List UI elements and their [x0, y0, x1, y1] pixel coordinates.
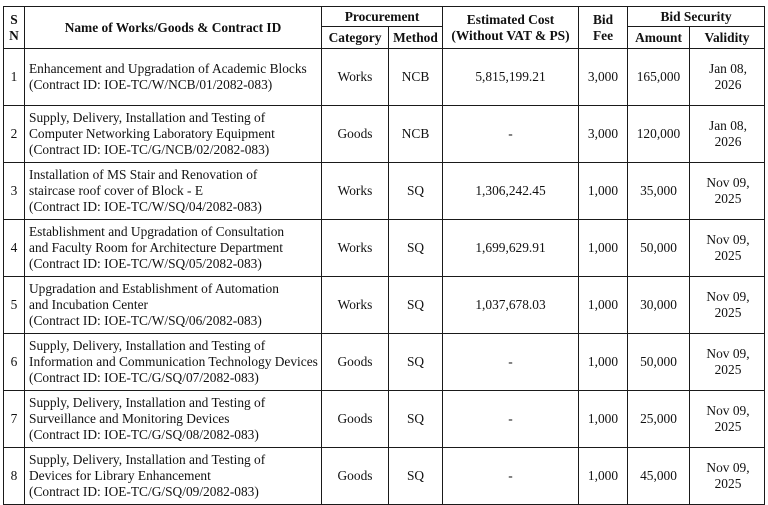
cell-category: Goods [322, 334, 389, 391]
header-procurement: Procurement [322, 7, 443, 27]
cell-bid-fee: 1,000 [579, 163, 628, 220]
cell-category: Works [322, 220, 389, 277]
cell-sn: 7 [4, 391, 25, 448]
cell-category: Works [322, 277, 389, 334]
cell-amount: 35,000 [628, 163, 690, 220]
cell-name-line: (Contract ID: IOE-TC/W/SQ/06/2082-083) [29, 313, 262, 328]
cell-validity-line: 2026 [714, 77, 742, 92]
cell-name-line: Installation of MS Stair and Renovation of [29, 167, 258, 182]
cell-method: SQ [389, 448, 443, 505]
cell-estimated-cost: 1,037,678.03 [443, 277, 579, 334]
cell-estimated-cost: 1,306,242.45 [443, 163, 579, 220]
cell-name-line: (Contract ID: IOE-TC/G/SQ/08/2082-083) [29, 427, 259, 442]
cell-sn: 3 [4, 163, 25, 220]
cell-sn: 2 [4, 106, 25, 163]
cell-validity-line: Nov 09, [706, 346, 750, 361]
cell-validity [690, 106, 765, 163]
cell-name-line: Supply, Delivery, Installation and Testing of [29, 395, 266, 410]
cell-bid-fee: 1,000 [579, 277, 628, 334]
table-row [4, 49, 765, 106]
cell-validity [690, 391, 765, 448]
cell-validity [690, 448, 765, 505]
cell-amount: 165,000 [628, 49, 690, 106]
cell-validity-line: Nov 09, [706, 403, 750, 418]
header-method: Method [389, 27, 443, 49]
header-category: Category [322, 27, 389, 49]
header-validity: Validity [690, 27, 765, 49]
cell-name-line: (Contract ID: IOE-TC/G/SQ/09/2082-083) [29, 484, 259, 499]
cell-validity-line: Nov 09, [706, 289, 750, 304]
cell-name [25, 163, 322, 220]
cell-validity-line: 2025 [714, 419, 742, 434]
cell-name-line: Devices for Library Enhancement [29, 468, 211, 483]
cell-amount: 50,000 [628, 220, 690, 277]
table-row [4, 391, 765, 448]
cell-sn: 8 [4, 448, 25, 505]
cell-amount: 25,000 [628, 391, 690, 448]
cell-validity-line: 2025 [714, 362, 742, 377]
table-row [4, 277, 765, 334]
cell-name-line: Supply, Delivery, Installation and Testing of [29, 452, 266, 467]
header-bid-fee-line2: Fee [592, 27, 614, 43]
cell-bid-fee: 1,000 [579, 391, 628, 448]
cell-name [25, 277, 322, 334]
table-row [4, 106, 765, 163]
header-name: Name of Works/Goods & Contract ID [25, 7, 322, 49]
cell-category: Works [322, 49, 389, 106]
cell-name-line: (Contract ID: IOE-TC/W/SQ/05/2082-083) [29, 256, 262, 271]
header-estimated-cost-line2: (Without VAT & PS) [451, 27, 570, 43]
cell-name-line: (Contract ID: IOE-TC/W/SQ/04/2082-083) [29, 199, 262, 214]
cell-estimated-cost: - [443, 448, 579, 505]
cell-name [25, 391, 322, 448]
cell-validity [690, 334, 765, 391]
tender-table [3, 6, 765, 505]
cell-method: NCB [389, 49, 443, 106]
header-sn [4, 7, 25, 49]
cell-bid-fee: 1,000 [579, 334, 628, 391]
cell-bid-fee: 1,000 [579, 220, 628, 277]
cell-validity [690, 277, 765, 334]
cell-name-line: Supply, Delivery, Installation and Testing of [29, 338, 266, 353]
cell-method: SQ [389, 334, 443, 391]
header-estimated-cost-line1: Estimated Cost [466, 11, 555, 27]
header-amount: Amount [628, 27, 690, 49]
table-row [4, 334, 765, 391]
cell-name-line: (Contract ID: IOE-TC/G/SQ/07/2082-083) [29, 370, 259, 385]
cell-method: NCB [389, 106, 443, 163]
cell-estimated-cost: - [443, 106, 579, 163]
cell-validity-line: Nov 09, [706, 460, 750, 475]
cell-name [25, 49, 322, 106]
cell-name-line: Upgradation and Establishment of Automation [29, 281, 279, 296]
cell-validity-line: 2025 [714, 191, 742, 206]
cell-name-line: and Incubation Center [29, 297, 148, 312]
cell-validity-line: 2025 [714, 248, 742, 263]
header-sn-s: S [10, 11, 18, 27]
cell-validity-line: Jan 08, [709, 61, 747, 76]
cell-category: Works [322, 163, 389, 220]
header-bid-fee-line1: Bid [592, 11, 614, 27]
header-bid-security: Bid Security [628, 7, 765, 27]
cell-name-line: Supply, Delivery, Installation and Testing of [29, 110, 266, 125]
cell-sn: 1 [4, 49, 25, 106]
cell-bid-fee: 1,000 [579, 448, 628, 505]
cell-sn: 4 [4, 220, 25, 277]
cell-category: Goods [322, 106, 389, 163]
table-body [4, 49, 765, 505]
cell-validity-line: Nov 09, [706, 232, 750, 247]
header-bid-fee [579, 7, 628, 49]
cell-method: SQ [389, 163, 443, 220]
cell-name-line: (Contract ID: IOE-TC/W/NCB/01/2082-083) [29, 77, 273, 92]
table-row [4, 163, 765, 220]
table-row [4, 220, 765, 277]
cell-name-line: staircase roof cover of Block - E [29, 183, 204, 198]
cell-amount: 30,000 [628, 277, 690, 334]
cell-validity [690, 220, 765, 277]
cell-validity [690, 49, 765, 106]
cell-name-line: Computer Networking Laboratory Equipment [29, 126, 275, 141]
cell-validity-line: 2025 [714, 476, 742, 491]
header-sn-n: N [9, 27, 19, 43]
cell-bid-fee: 3,000 [579, 49, 628, 106]
cell-validity [690, 163, 765, 220]
cell-name [25, 448, 322, 505]
cell-name-line: Information and Communication Technology Devices [29, 354, 318, 369]
cell-validity-line: 2026 [714, 134, 742, 149]
cell-sn: 6 [4, 334, 25, 391]
cell-estimated-cost: 5,815,199.21 [443, 49, 579, 106]
cell-sn: 5 [4, 277, 25, 334]
cell-name-line: and Faculty Room for Architecture Department [29, 240, 283, 255]
cell-name [25, 334, 322, 391]
cell-validity-line: Nov 09, [706, 175, 750, 190]
cell-name-line: Surveillance and Monitoring Devices [29, 411, 230, 426]
cell-amount: 50,000 [628, 334, 690, 391]
cell-method: SQ [389, 391, 443, 448]
cell-method: SQ [389, 277, 443, 334]
cell-name [25, 106, 322, 163]
cell-category: Goods [322, 448, 389, 505]
cell-name-line: Establishment and Upgradation of Consultation [29, 224, 285, 239]
cell-validity-line: Jan 08, [709, 118, 747, 133]
cell-name-line: (Contract ID: IOE-TC/G/NCB/02/2082-083) [29, 142, 270, 157]
cell-category: Goods [322, 391, 389, 448]
table-row [4, 448, 765, 505]
cell-amount: 120,000 [628, 106, 690, 163]
cell-estimated-cost: - [443, 391, 579, 448]
cell-estimated-cost: 1,699,629.91 [443, 220, 579, 277]
cell-validity-line: 2025 [714, 305, 742, 320]
cell-estimated-cost: - [443, 334, 579, 391]
cell-method: SQ [389, 220, 443, 277]
header-estimated-cost [443, 7, 579, 49]
table-header [4, 7, 765, 49]
cell-bid-fee: 3,000 [579, 106, 628, 163]
cell-name [25, 220, 322, 277]
cell-name-line: Enhancement and Upgradation of Academic Blocks [29, 61, 307, 76]
cell-amount: 45,000 [628, 448, 690, 505]
